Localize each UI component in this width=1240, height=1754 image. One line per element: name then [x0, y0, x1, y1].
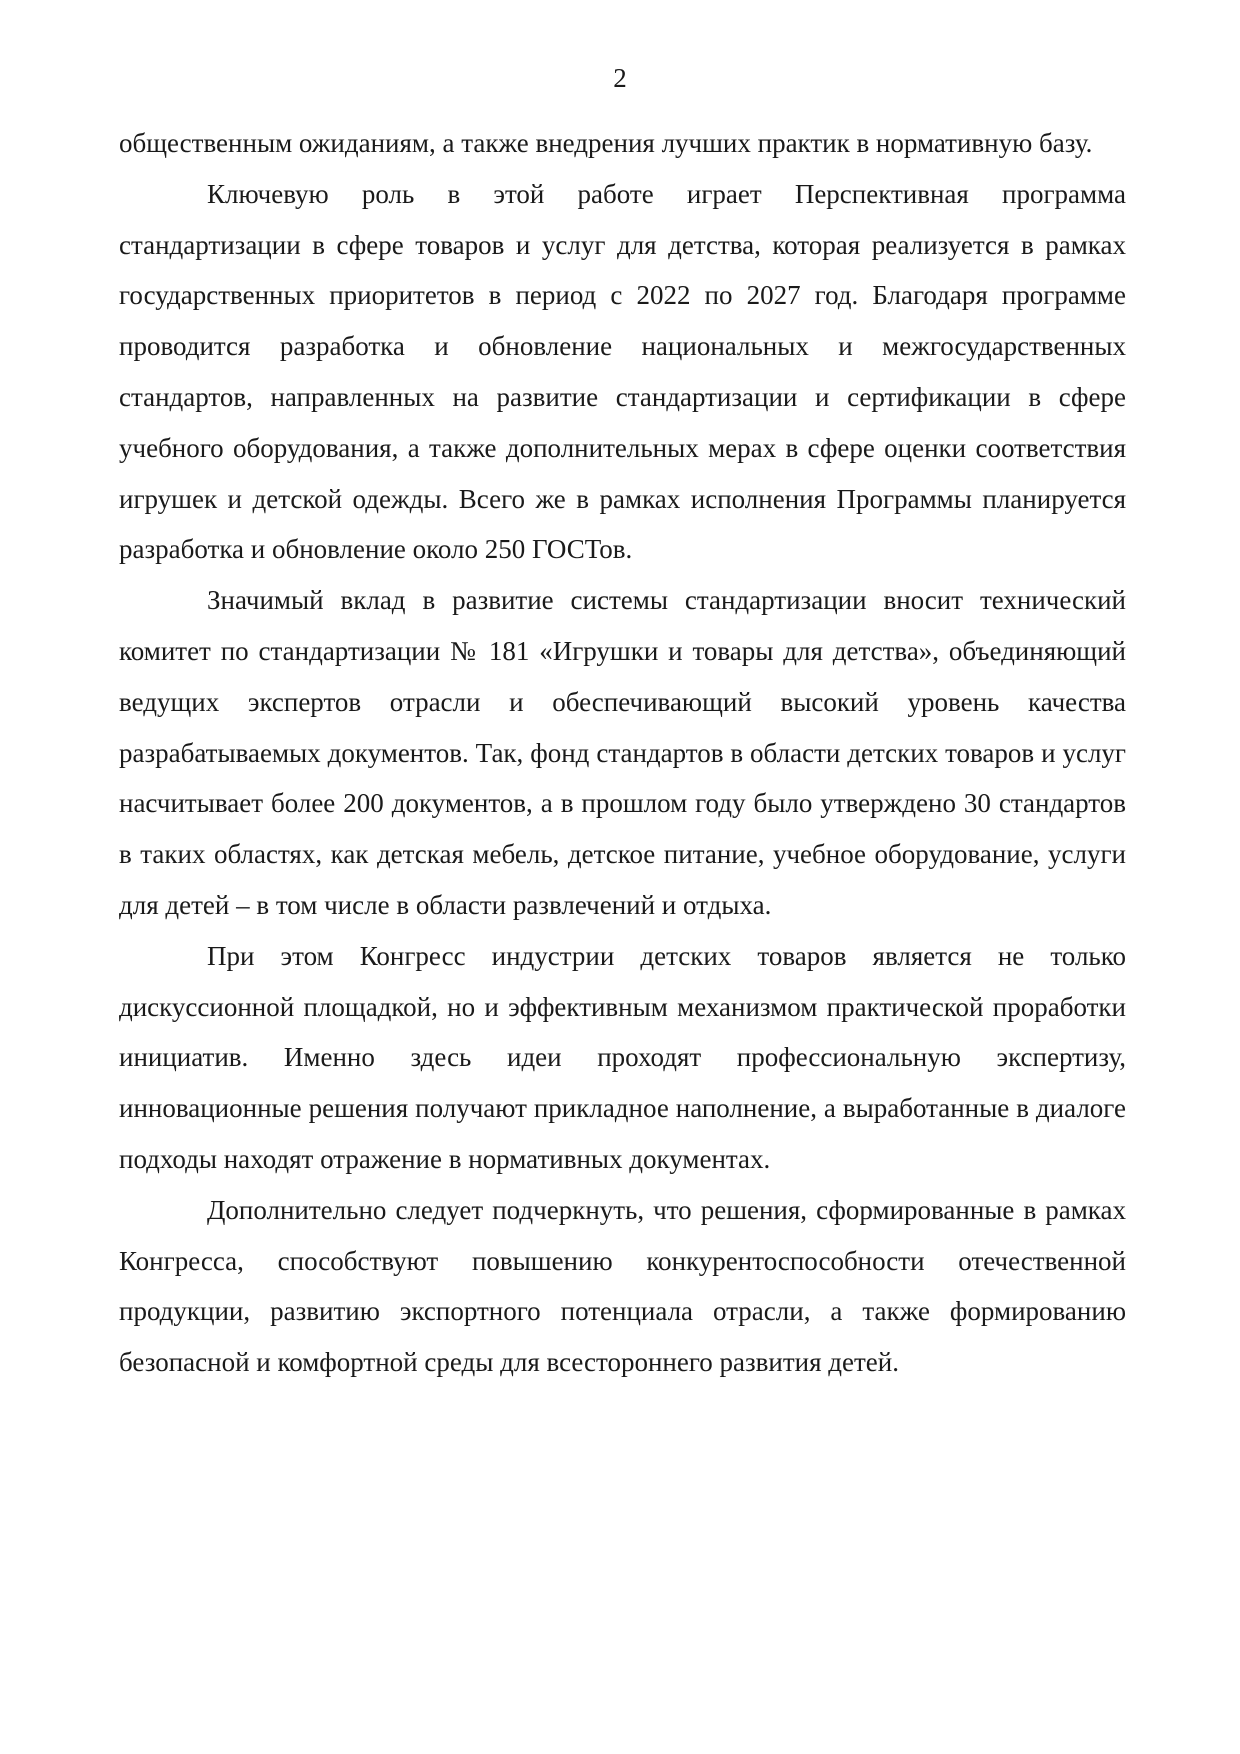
page-number: 2: [613, 63, 627, 93]
document-body: [119, 118, 1126, 1388]
paragraph-congress-outcomes: Дополнительно следует подчеркнуть, что решения, сформированные в рамках Конгресса, способствуют повышению конкурентоспособности отечественной продукции, развитию экспортного потенциала отрасли, а также формированию безопасной и комфортной среды для всестороннего развития детей.: [119, 1194, 1126, 1378]
paragraph-technical-committee: Значимый вклад в развитие системы стандартизации вносит технический комитет по стандартизации № 181 «Игрушки и товары для детства», объединяющий ведущих экспертов отрасли и обеспечивающий высокий уровень качества разрабатываемых документов. Так, фонд стандартов в области детских товаров и услуг насчитывает более 200 документов, а в прошлом году было утверждено 30 стандартов в таких областях, как детская мебель, детское питание, учебное оборудование, услуги для детей – в том числе в области развлечений и отдыха.: [119, 585, 1126, 920]
paragraph-standardization-program: Ключевую роль в этой работе играет Перспективная программа стандартизации в сфере товаров и услуг для детства, которая реализуется в рамках государственных приоритетов в период с 2022 по 2027 год. Благодаря программе проводится разработка и обновление национальных и межгосударственных стандартов, направленных на развитие стандартизации и сертификации в сфере учебного оборудования, а также дополнительных мерах в сфере оценки соответствия игрушек и детской одежды. Всего же в рамках исполнения Программы планируется разработка и обновление около 250 ГОСТов.: [119, 178, 1126, 565]
paragraph-continuation: общественным ожиданиям, а также внедрения лучших практик в нормативную базу.: [119, 128, 1093, 158]
paragraph-congress-platform: При этом Конгресс индустрии детских товаров является не только дискуссионной площадкой, но и эффективным механизмом практической проработки инициатив. Именно здесь идеи проходят профессиональную экспертизу, инновационные решения получают прикладное наполнение, а выработанные в диалоге подходы находят отражение в нормативных документах.: [119, 940, 1126, 1174]
